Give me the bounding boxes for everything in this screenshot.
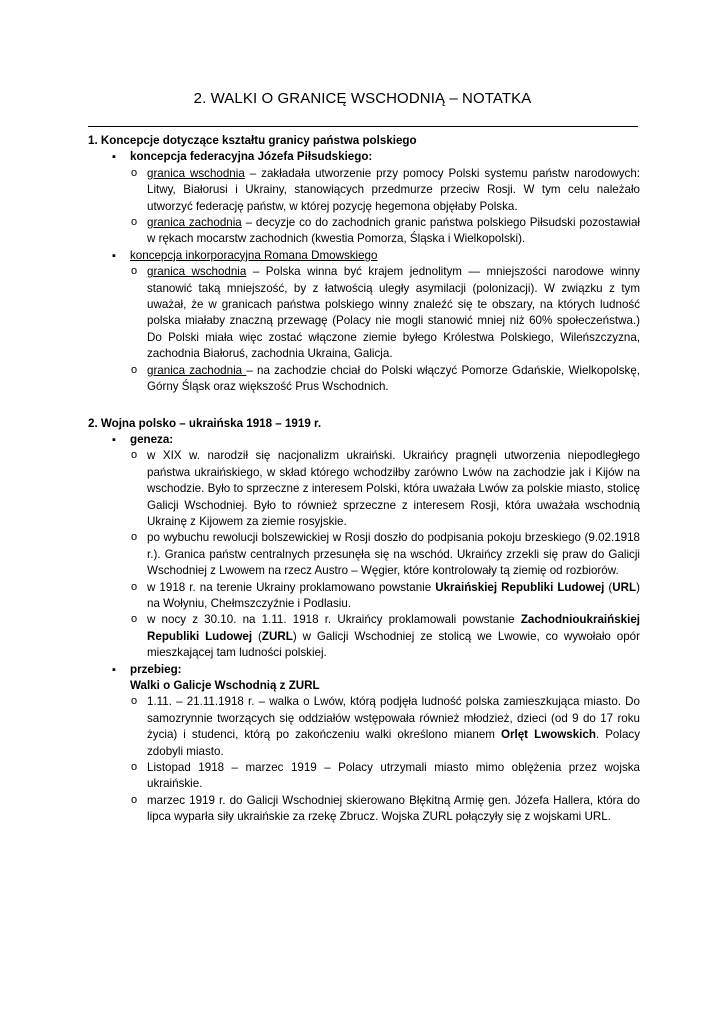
list-item	[147, 215, 640, 248]
page-title: 2. WALKI O GRANICĘ WSCHODNIĄ – NOTATKA	[193, 90, 532, 107]
section-2-heading: 2. Wojna polsko – ukraińska 1918 – 1919 r.	[88, 416, 322, 430]
paragraph-text: ) na Wołyniu, Chełmszczyźnie i Podlasiu.	[147, 580, 640, 610]
bold-term: Ukraińskiej Republiki Ludowej	[435, 580, 605, 594]
list-item	[147, 694, 640, 760]
paragraph-text: – Polska winna być krajem jednolitym — mniejszości narodowe winny stanowić taką mniejszość, by z łatwością uległy asymilacji (polonizacji). W związku z tym uważał, że w granicach państwa polskiego winny znaleźć się te obszary, na których ludność polska miałaby znaczną przewagę (Polacy nie mogli stanowić mniej niż 60% społeczeństwa.) Do Polski miała więc zostać włączone ziemie byłego Królestwa Polskiego, Wileńszczyzna, zachodnia Białoruś, zachodnia Ukraina, Galicja.	[147, 265, 640, 361]
paragraph-text: w nocy z 30.10. na 1.11. 1918 r. Ukraińcy proklamowali powstanie	[147, 613, 521, 627]
bold-term: Zachodnioukraińskiej Republiki Ludowej	[147, 613, 640, 643]
bold-term: URL	[612, 580, 637, 594]
paragraph-text: 1.11. – 21.11.1918 r. – walka o Lwów, którą podjęła ludność polska zamieszkująca miasto. Do samozrynnie tworzących się oddziałów wstępowała również młodzież, dzieci (od 9 do 17 roku życia) i studenci, którą po zakończeniu walki określono mianem	[147, 695, 640, 742]
west-border-label: granica zachodnia	[147, 363, 247, 377]
list-item	[147, 166, 640, 215]
concept-federal-sublist	[130, 166, 640, 248]
paragraph-text: . Polacy zdobyli miasto.	[147, 728, 640, 758]
west-border-label: granica zachodnia	[147, 216, 242, 230]
paragraph-text: w XIX w. narodził się nacjonalizm ukraiński. Ukraińcy pragnęli utworzenia niepodległego państwa ukraińskiego, w skład którego wchodziłby zarówno Lwów na zachodzie jak i Kijów na wschodzie. Było to sprzeczne z interesem Polski, która uważała Lwów za polskie miasto, stolicę Galicji Wschodniej. Było to również sprzeczne z interesem Rosji, która uważała wschodnią Ukrainę z Kijowem za ziemie rosyjskie.	[147, 449, 640, 528]
concept-incorporation-label: koncepcja inkorporacyjna Romana Dmowskiego	[130, 248, 378, 262]
paragraph-text: po wybuchu rewolucji bolszewickiej w Rosji doszło do podpisania pokoju brzeskiego (9.02.1918 r.). Granica państw centralnych przesunęła się na wschód. Ukraińcy zrzekli się praw do Galicji Wschodniej z Lwowem na rzecz Austro – Węgier, które kontrolowały tą ziemię od rozbiorów.	[147, 531, 640, 578]
list-item	[147, 530, 640, 579]
genesis-label: geneza:	[130, 432, 174, 446]
course-label: przebieg:	[130, 662, 182, 676]
section-2-list	[88, 432, 640, 826]
paragraph-text: – zakładała utworzenie przy pomocy Polski systemu państw narodowych: Litwy, Białorusi i Ukrainy, stanowiących przedmurze przeciw Rosji. W tym celu należało utworzyć federację państw, w której pozycję hegemona objęłaby Polska.	[147, 166, 640, 213]
list-item	[130, 662, 640, 826]
list-item	[130, 248, 640, 396]
list-item	[130, 432, 640, 662]
course-sublist	[130, 694, 640, 825]
paragraph-text: (	[604, 580, 613, 594]
concept-incorporation-sublist	[130, 264, 640, 395]
list-item	[130, 149, 640, 247]
list-item	[147, 264, 640, 362]
east-border-label: granica wschodnia	[147, 166, 245, 180]
list-item	[147, 793, 640, 826]
bold-term: ZURL	[261, 629, 293, 643]
list-item	[147, 612, 640, 661]
list-item	[147, 580, 640, 613]
paragraph-text: – decyzje co do zachodnich granic państwa polskiego Piłsudski pozostawiał w rękach mocarstw zachodnich (kwestia Pomorza, Śląska i Wielkopolski).	[147, 216, 640, 246]
paragraph-text: marzec 1919 r. do Galicji Wschodniej skierowano Błękitną Armię gen. Józefa Hallera, która do lipca wyparła siły ukraińskie za rzekę Zbrucz. Wojska ZURL połączyły się z wojskami URL.	[147, 793, 640, 824]
document-body	[88, 133, 640, 826]
paragraph-text: – na zachodzie chciał do Polski włączyć Pomorze Gdańskie, Wielkopolskę, Górny Śląsk oraz większość Prus Wschodnich.	[147, 363, 641, 394]
paragraph-text: (	[252, 629, 262, 643]
bold-term: Orlęt Lwowskich	[500, 728, 596, 742]
list-item	[147, 448, 640, 530]
section-1-list	[88, 149, 640, 395]
genesis-sublist	[130, 448, 640, 661]
concept-federal-label: koncepcja federacyjna Józefa Piłsudskiego:	[130, 150, 373, 164]
course-subheading: Walki o Galicje Wschodnią z ZURL	[130, 679, 320, 692]
section-1-heading: 1. Koncepcje dotyczące kształtu granicy państwa polskiego	[88, 134, 417, 147]
paragraph-text: w 1918 r. na terenie Ukrainy proklamowano powstanie	[147, 580, 436, 594]
list-item	[147, 760, 640, 793]
title-divider	[88, 126, 638, 127]
paragraph-text: ) w Galicji Wschodniej ze stolicą we Lwowie, co wywołało opór mieszkającej tam ludności polskiej.	[147, 629, 640, 660]
paragraph-text: Listopad 1918 – marzec 1919 – Polacy utrzymali miasto mimo oblężenia przez wojska ukraińskie.	[147, 761, 640, 791]
list-item	[147, 363, 640, 396]
east-border-label: granica wschodnia	[147, 265, 247, 279]
